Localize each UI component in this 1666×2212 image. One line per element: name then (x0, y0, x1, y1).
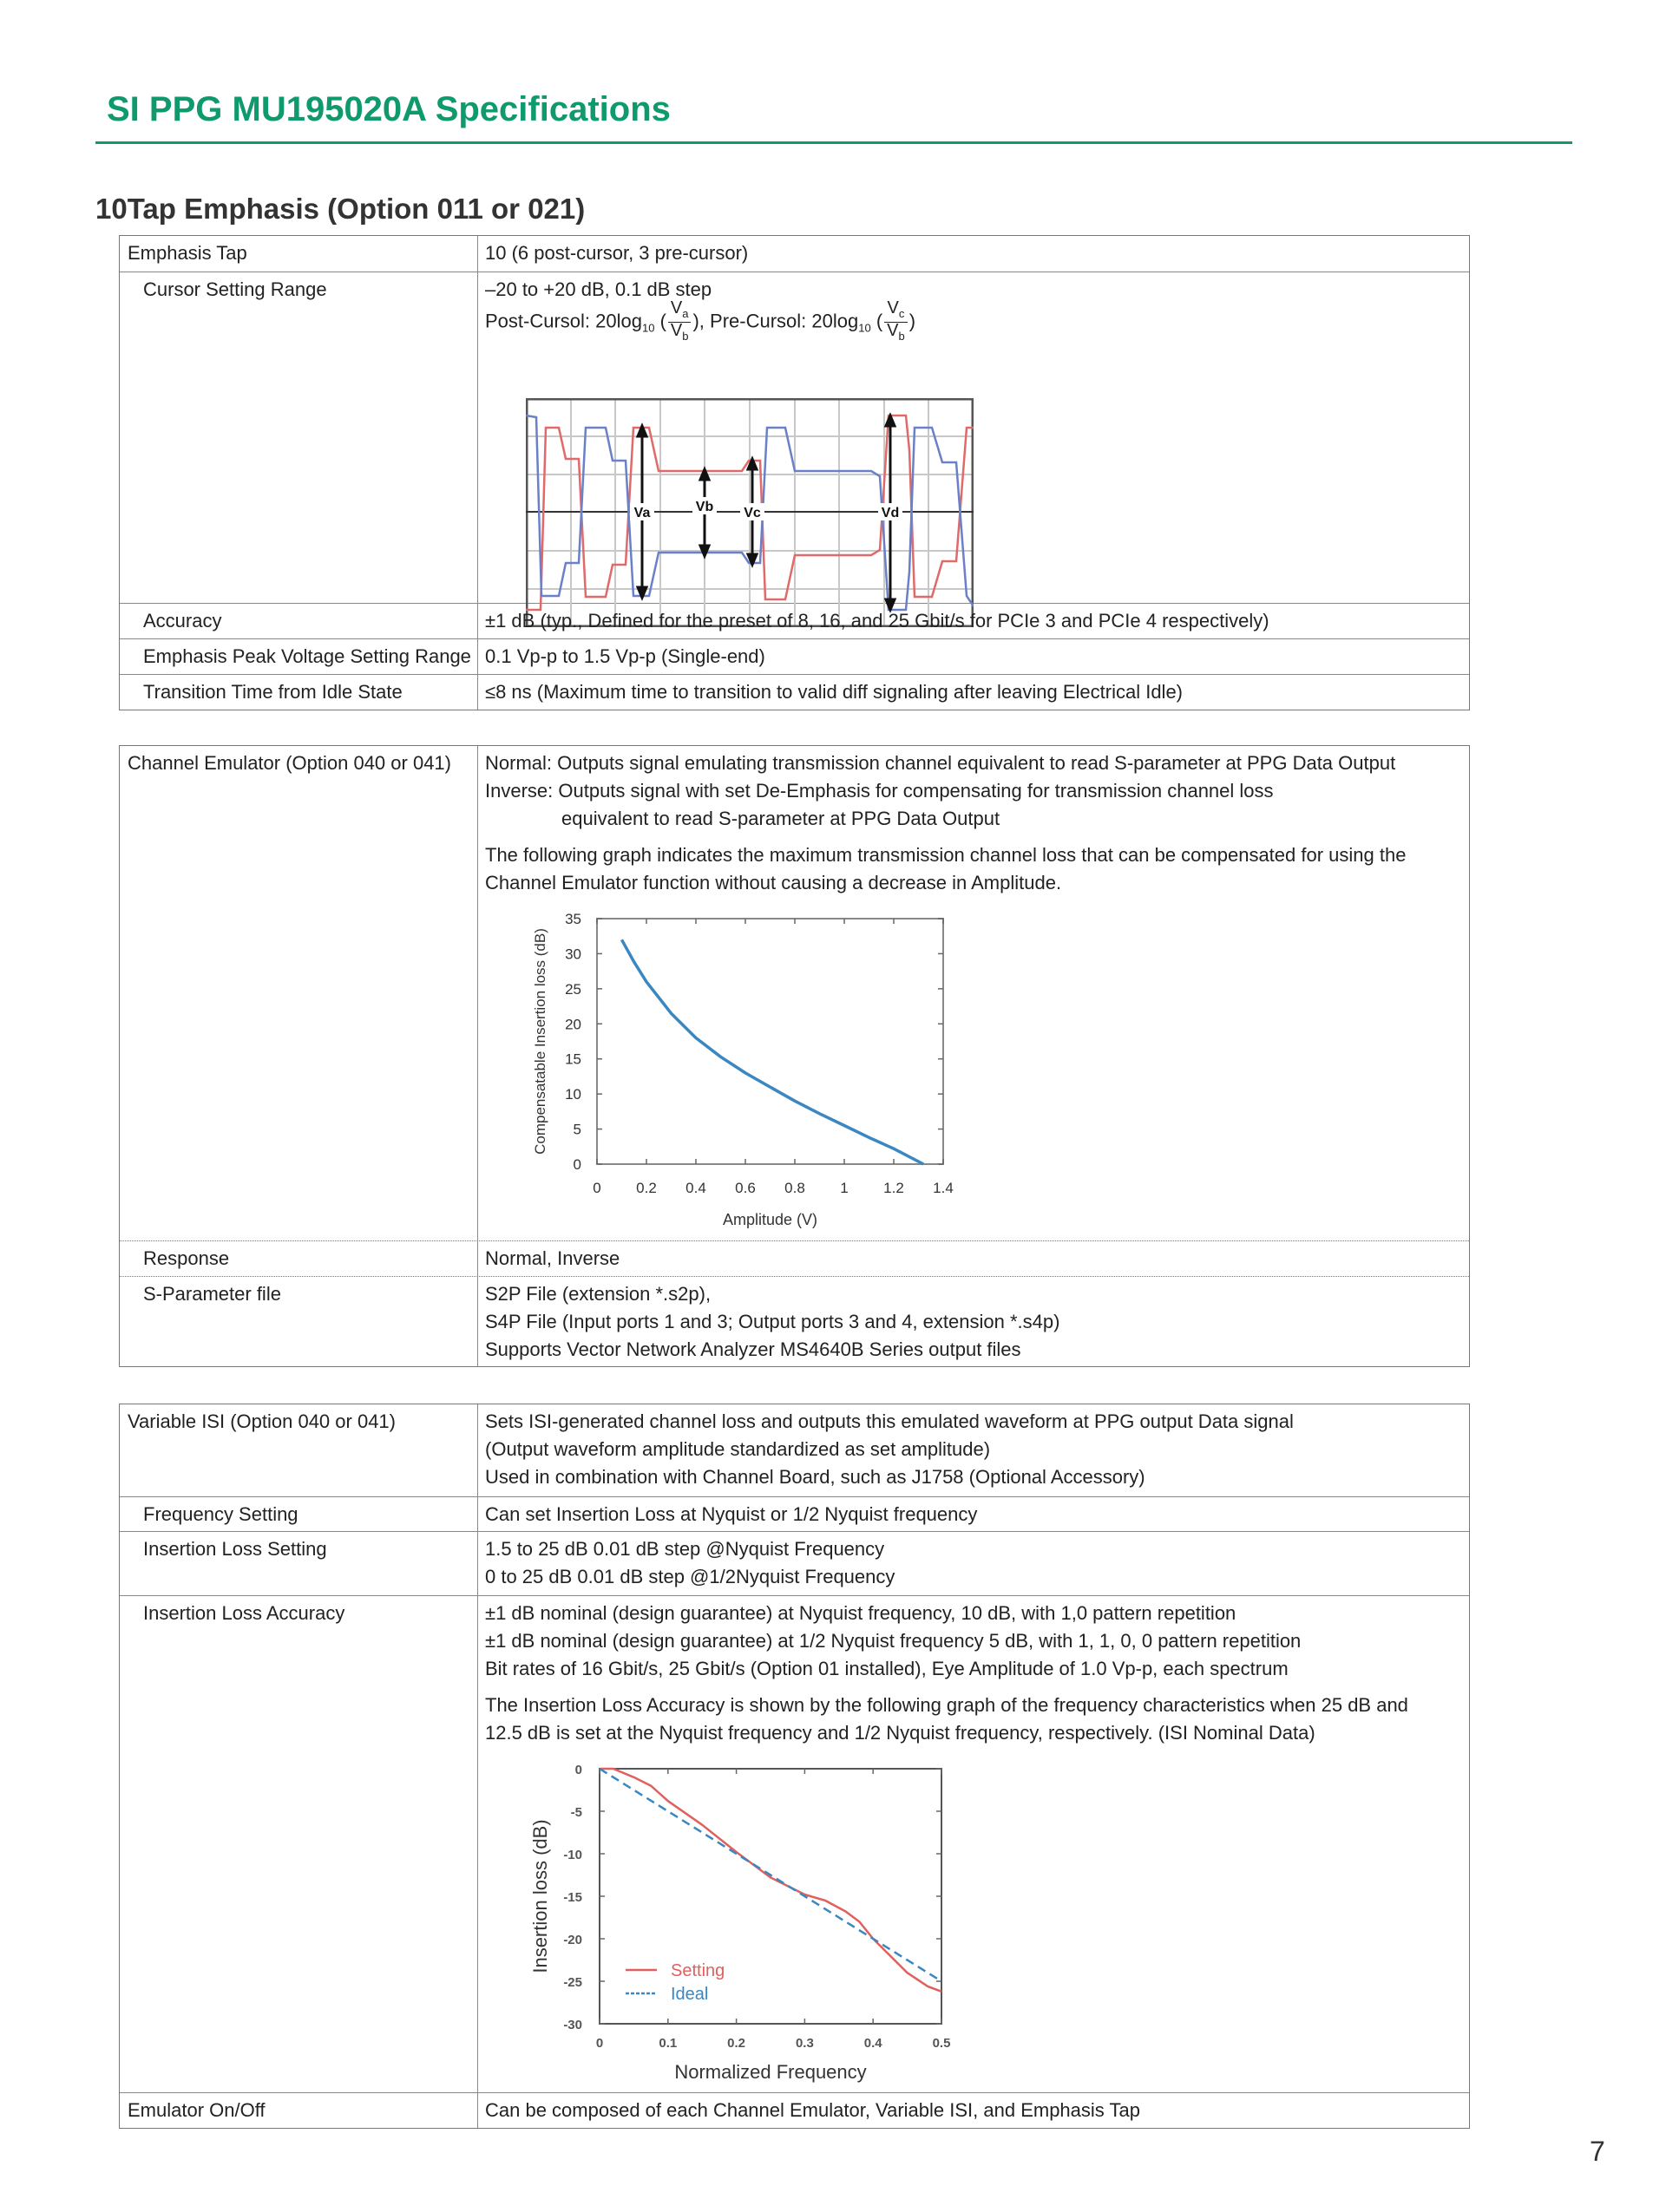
row-label: Insertion Loss Accuracy (120, 1596, 478, 2092)
text-line: (Output waveform amplitude standardized as set amplitude) (485, 1438, 991, 1460)
row-label: Channel Emulator (Option 040 or 041) (120, 746, 478, 1240)
plot-frame (597, 919, 943, 1164)
cursor-range-text: –20 to +20 dB, 0.1 dB step (485, 278, 712, 300)
x-axis-label: Amplitude (V) (722, 1211, 818, 1228)
page-title: SI PPG MU195020A Specifications (107, 90, 671, 128)
frac-sub: c (898, 307, 905, 320)
y-tick-label: -5 (570, 1805, 582, 1820)
text-line: Sets ISI-generated channel loss and outputs this emulated waveform at PPG output Data signal (485, 1410, 1294, 1432)
y-tick-label: 25 (565, 980, 581, 998)
x-tick-label: 1.2 (883, 1180, 904, 1196)
section-heading: 10Tap Emphasis (Option 011 or 021) (95, 193, 586, 225)
row-label: Response (120, 1241, 478, 1276)
text-line: Channel Emulator function without causing a decrease in Amplitude. (485, 872, 1062, 893)
y-tick-label: -10 (563, 1848, 582, 1862)
y-tick-label: -30 (563, 2018, 582, 2032)
text-line: The following graph indicates the maximum transmission channel loss that can be compensated for using the (485, 844, 1407, 866)
formula-text: ) (908, 310, 916, 332)
row-value: 10 (6 post-cursor, 3 pre-cursor) (485, 242, 749, 264)
y-tick-label: 20 (565, 1016, 581, 1033)
x-tick-label: 0.6 (735, 1180, 756, 1196)
formula-text: ), Pre-Cursol: 20log (692, 310, 859, 332)
formula-text: Post-Cursol: 20log (485, 310, 642, 332)
text-line: S4P File (Input ports 1 and 3; Output ports 3 and 4, extension *.s4p) (485, 1311, 1060, 1332)
frac-sub: a (682, 307, 689, 320)
x-tick-label: 0 (593, 1180, 601, 1196)
y-tick-label: 0 (574, 1763, 582, 1777)
x-tick-label: 0 (595, 2036, 604, 2051)
row-value: Can be composed of each Channel Emulator, Variable ISI, and Emphasis Tap (485, 2099, 1140, 2121)
x-tick-label: 0.2 (636, 1180, 657, 1196)
page-number: 7 (1590, 2136, 1605, 2167)
text-line: S2P File (extension *.s2p), (485, 1283, 712, 1305)
x-tick-label: 1 (840, 1180, 849, 1196)
label-va: Va (633, 506, 651, 520)
x-tick-label: 0.5 (932, 2036, 951, 2051)
label-vb: Vb (695, 500, 714, 514)
x-tick-label: 0.1 (659, 2036, 678, 2051)
y-tick-label: 30 (565, 946, 581, 963)
formula-sub: 10 (641, 321, 655, 335)
row-label: Emphasis Peak Voltage Setting Range (120, 639, 478, 674)
x-tick-label: 1.4 (933, 1180, 954, 1196)
x-tick-label: 0.2 (727, 2036, 746, 2051)
x-tick-label: 0.4 (685, 1180, 706, 1196)
row-label: Insertion Loss Setting (120, 1532, 478, 1595)
y-axis-label: Insertion loss (dB) (529, 1819, 551, 1973)
x-axis-label: Normalized Frequency (674, 2061, 867, 2083)
y-tick-label: 10 (565, 1086, 581, 1103)
text-line: 12.5 dB is set at the Nyquist frequency and 1/2 Nyquist frequency, respectively. (ISI Nominal Data) (485, 1722, 1315, 1744)
row-value: ±1 dB (typ., Defined for the preset of 8, 16, and 25 Gbit/s for PCIe 3 and PCIe 4 respectively) (485, 610, 1269, 632)
formula-text: ( (654, 310, 666, 332)
formula-sub: 10 (858, 321, 871, 335)
text-line: ±1 dB nominal (design guarantee) at Nyquist frequency, 10 dB, with 1,0 pattern repetition (485, 1602, 1236, 1624)
frac-sub: b (898, 330, 905, 343)
text-line: Inverse: Outputs signal with set De-Emphasis for compensating for transmission channel loss (485, 780, 1274, 802)
series-line-setting (600, 1769, 941, 1992)
row-value: 0.1 Vp-p to 1.5 Vp-p (Single-end) (485, 645, 765, 667)
row-label: Emphasis Tap (120, 236, 478, 272)
legend-label: Ideal (671, 1985, 709, 2004)
y-tick-label: 15 (565, 1050, 581, 1068)
frac-sub: b (682, 330, 689, 343)
formula-text: ( (870, 310, 883, 332)
row-label: Cursor Setting Range (120, 272, 478, 603)
series-line-compensatable-loss (622, 939, 924, 1164)
y-tick-label: 0 (573, 1156, 581, 1173)
y-tick-label: -20 (563, 1933, 582, 1947)
legend-label: Setting (671, 1961, 725, 1980)
y-tick-label: 35 (565, 911, 581, 927)
text-line: Normal: Outputs signal emulating transmission channel equivalent to read S-parameter at PPG Data Output (485, 752, 1396, 774)
row-label: Accuracy (120, 604, 478, 638)
frac-den: V (887, 321, 899, 340)
y-axis-label: Compensatable Insertion loss (dB) (532, 928, 548, 1155)
text-line: Supports Vector Network Analyzer MS4640B Series output files (485, 1338, 1021, 1360)
row-value: Normal, Inverse (485, 1247, 620, 1269)
text-line: ±1 dB nominal (design guarantee) at 1/2 Nyquist frequency 5 dB, with 1, 1, 0, 0 pattern repetition (485, 1630, 1302, 1652)
frac-num: V (887, 298, 899, 317)
label-vc: Vc (744, 506, 761, 520)
text-line: 0 to 25 dB 0.01 dB step @1/2Nyquist Frequency (485, 1566, 895, 1587)
text-line: 1.5 to 25 dB 0.01 dB step @Nyquist Frequency (485, 1538, 885, 1560)
row-value: ≤8 ns (Maximum time to transition to valid diff signaling after leaving Electrical Idle) (485, 681, 1184, 703)
frac-num: V (670, 298, 683, 317)
plot-frame (600, 1769, 941, 2024)
y-tick-label: -15 (563, 1890, 582, 1905)
label-vd: Vd (881, 506, 900, 520)
text-line: The Insertion Loss Accuracy is shown by the following graph of the frequency characteristics when 25 dB and (485, 1694, 1408, 1716)
row-value: Can set Insertion Loss at Nyquist or 1/2 Nyquist frequency (485, 1503, 978, 1525)
row-label: Transition Time from Idle State (120, 675, 478, 710)
frac-den: V (670, 321, 683, 340)
series-line-ideal (600, 1769, 941, 1981)
y-tick-label: 5 (573, 1121, 581, 1138)
row-label: Variable ISI (Option 040 or 041) (120, 1404, 478, 1496)
row-label: Emulator On/Off (120, 2093, 478, 2128)
row-label: Frequency Setting (120, 1497, 478, 1531)
x-tick-label: 0.4 (863, 2036, 882, 2051)
x-tick-label: 0.3 (795, 2036, 814, 2051)
x-tick-label: 0.8 (784, 1180, 805, 1196)
text-line: equivalent to read S-parameter at PPG Data Output (561, 808, 1000, 829)
row-label: S-Parameter file (120, 1277, 478, 1366)
y-tick-label: -25 (563, 1975, 582, 1990)
text-line: Used in combination with Channel Board, such as J1758 (Optional Accessory) (485, 1466, 1145, 1488)
text-line: Bit rates of 16 Gbit/s, 25 Gbit/s (Option 01 installed), Eye Amplitude of 1.0 Vp-p, each spectrum (485, 1658, 1289, 1679)
